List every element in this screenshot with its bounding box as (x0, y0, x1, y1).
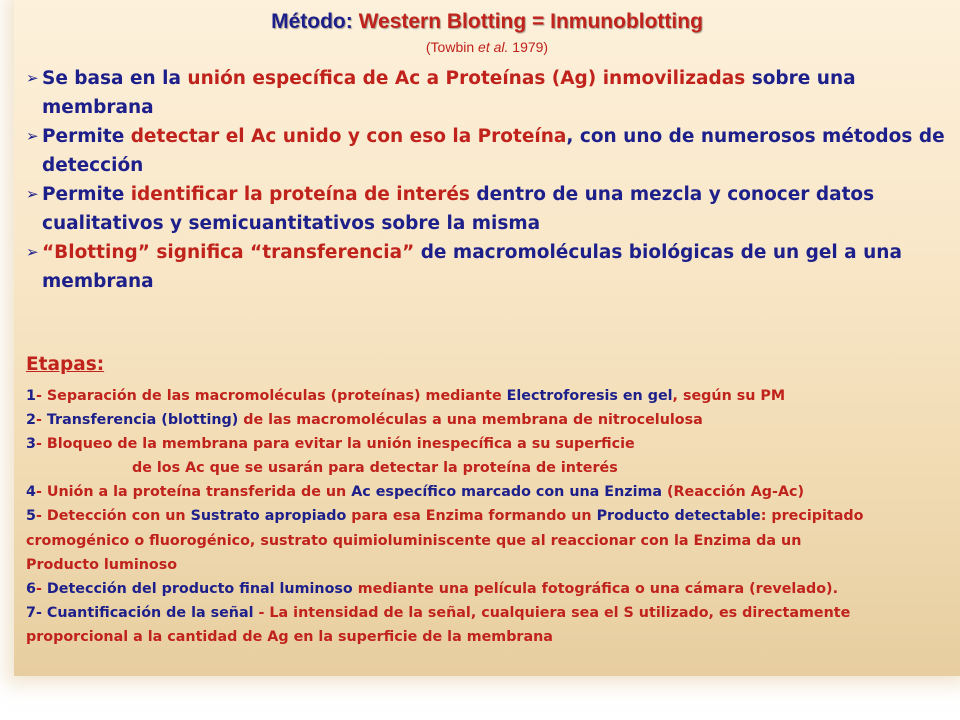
step-text: Transferencia (blotting) (46, 412, 239, 429)
step-text: - (35, 412, 47, 429)
slide-title (14, 10, 960, 34)
bullet-item (26, 64, 951, 122)
title-technique: Western Blotting = Inmunoblotting (358, 10, 703, 33)
bullet-text: , con uno de numerosos métodos de detección (42, 126, 945, 176)
step-line (26, 601, 951, 625)
step-text: cromogénico o fluorogénico, sustrato quimioluminiscente que al reaccionar con la Enzima da un (26, 532, 802, 549)
step-text: Producto luminoso (26, 556, 178, 573)
step-line (26, 408, 951, 432)
step-text: 1 (26, 388, 36, 404)
bullet-text: Se basa en la (42, 68, 188, 89)
step-text: mediante una película fotográfica o una cámara (revelado). (352, 580, 838, 597)
step-text: , según su PM (672, 388, 786, 404)
bullet-text: Permite (42, 126, 131, 147)
bullet-text: “Blotting” significa “transferencia” (42, 242, 415, 263)
step-text: 4 (26, 484, 36, 501)
step-text: 2 (26, 412, 36, 429)
arrow-bullet-icon: ➢ (26, 185, 39, 203)
step-line (26, 432, 951, 456)
step-text: Ac específico marcado con una Enzima (351, 484, 663, 501)
step-text: 3 (26, 436, 36, 453)
step-line (26, 480, 951, 504)
step-text: - Cuantificación de la señal (35, 604, 254, 621)
step-text: - Separación de las macromoléculas (proteínas) mediante (35, 388, 507, 404)
bullet-text: dentro de una mezcla y conocer datos cualitativos y semicuantitativos sobre la misma (42, 184, 875, 234)
citation (14, 39, 960, 55)
bullet-list (26, 64, 951, 296)
step-text: Electroforesis en gel (506, 388, 673, 404)
step-line (26, 504, 951, 528)
step-text: Producto detectable (596, 508, 761, 525)
step-text: : precipitado (760, 508, 864, 525)
step-text: (Reacción Ag-Ac) (662, 484, 805, 501)
step-text: - Bloqueo de la membrana para evitar la unión inespecífica a su superficie (35, 436, 635, 453)
step-line (26, 625, 951, 649)
citation-et-al: et al. (478, 39, 509, 55)
etapas-heading: Etapas: (26, 354, 105, 375)
bullet-item (26, 238, 951, 296)
title-method: Método: (271, 10, 359, 33)
step-text: para esa Enzima formando un (346, 508, 597, 525)
step-text: - (35, 580, 47, 597)
step-text: de las macromoléculas a una membrana de nitrocelulosa (238, 412, 703, 429)
step-text: 5 (26, 508, 36, 525)
step-line (26, 577, 951, 601)
step-text: Detección del producto final luminoso (46, 580, 353, 597)
step-line (26, 553, 951, 577)
step-text: de los Ac que se usarán para detectar la proteína de interés (132, 460, 618, 477)
step-text: - La intensidad de la señal, cualquiera sea el S utilizado, es directamente (253, 604, 851, 621)
bullet-item (26, 180, 951, 238)
step-text: - Unión a la proteína transferida de un (35, 484, 352, 501)
citation-open: (Towbin (425, 39, 479, 55)
bullet-text: unión específica de Ac a Proteínas (Ag) inmovilizadas (187, 68, 746, 89)
arrow-bullet-icon: ➢ (26, 243, 39, 261)
step-text: - Detección con un (35, 508, 191, 525)
arrow-bullet-icon: ➢ (26, 127, 39, 145)
arrow-bullet-icon: ➢ (26, 69, 39, 87)
step-line (26, 384, 951, 408)
slide (14, 0, 960, 676)
citation-close: 1979) (508, 39, 549, 55)
bullet-item (26, 122, 951, 180)
step-text: 6 (26, 580, 36, 597)
step-text: proporcional a la cantidad de Ag en la superficie de la membrana (26, 628, 553, 645)
step-line (26, 529, 951, 553)
bullet-text: sobre una membrana (42, 68, 856, 118)
bullet-text: Permite (42, 184, 131, 205)
step-text: Sustrato apropiado (190, 508, 347, 525)
step-text: 7 (26, 604, 36, 621)
bullet-text: de macromoléculas biológicas de un gel a una membrana (42, 242, 902, 292)
bullet-text: detectar el Ac unido y con eso la Proteína (130, 126, 567, 147)
step-line (26, 456, 951, 480)
steps-list (26, 384, 951, 649)
bullet-text: identificar la proteína de interés (130, 184, 470, 205)
